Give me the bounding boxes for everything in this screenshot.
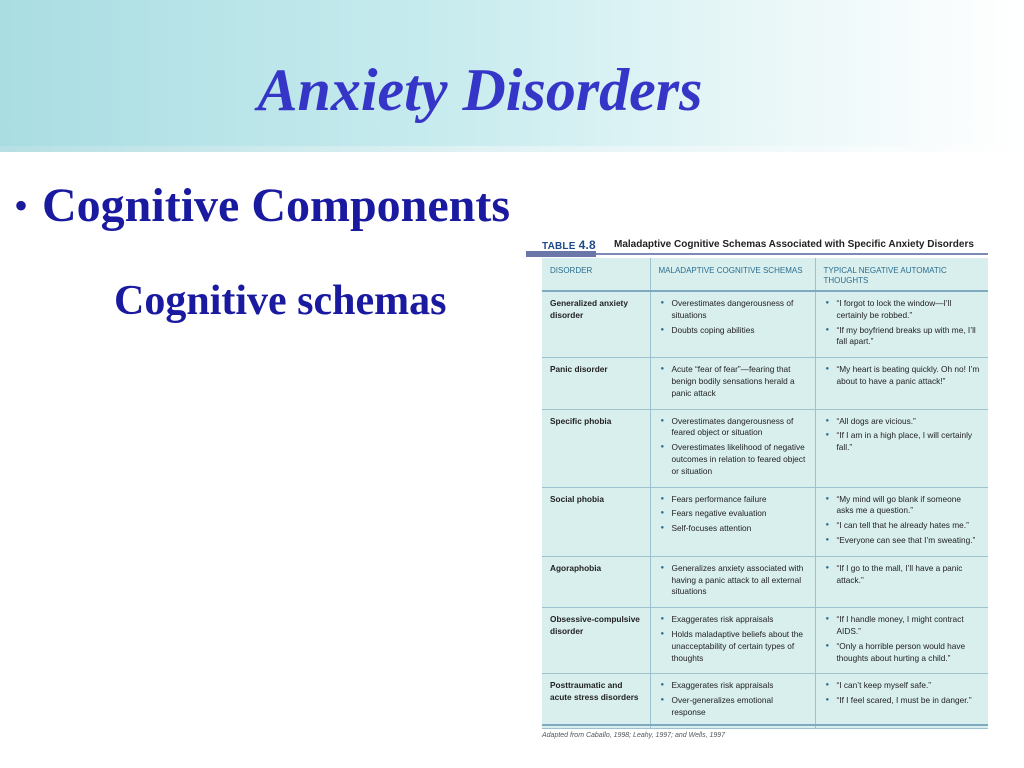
schema-item: ● Generalizes anxiety associated with having a panic attack to all external situations [659, 563, 807, 598]
schema-item: ● Exaggerates risk appraisals [659, 680, 807, 692]
schemas-list [659, 298, 807, 336]
bullet-dot-icon: • [14, 183, 29, 228]
thought-item: ● “If I feel scared, I must be in danger.” [824, 695, 981, 707]
schemas-cell [650, 291, 815, 358]
thought-item: ● “If I handle money, I might contract AIDS.” [824, 614, 981, 638]
schemas-table [542, 258, 988, 729]
table-source-note: Adapted from Caballo, 1998; Leahy, 1997; and Wells, 1997 [542, 732, 726, 739]
thoughts-cell [815, 358, 988, 409]
thoughts-list [824, 614, 981, 664]
disorder-cell: Posttraumatic and acute stress disorders [542, 674, 650, 728]
column-header: TYPICAL NEGATIVE AUTOMATIC THOUGHTS [815, 258, 988, 291]
thoughts-list [824, 416, 981, 454]
table-row [542, 608, 988, 674]
thoughts-list [824, 364, 981, 388]
table-caption: Maladaptive Cognitive Schemas Associated with Specific Anxiety Disorders [614, 239, 974, 250]
disorder-cell: Agoraphobia [542, 556, 650, 607]
schema-item: ● Overestimates dangerousness of feared object or situation [659, 416, 807, 440]
thoughts-list [824, 494, 981, 547]
subheading: Cognitive schemas [114, 278, 447, 324]
schema-item: ● Acute “fear of fear”—fearing that benign bodily sensations herald a panic attack [659, 364, 807, 399]
schemas-cell [650, 358, 815, 409]
disorder-cell: Social phobia [542, 487, 650, 556]
table-row [542, 409, 988, 487]
disorder-cell: Obsessive-compulsive disorder [542, 608, 650, 674]
schemas-cell [650, 608, 815, 674]
thoughts-list [824, 680, 981, 707]
schemas-list [659, 364, 807, 399]
table-row [542, 358, 988, 409]
schema-item: ● Overestimates likelihood of negative outcomes in relation to feared object or situation [659, 442, 807, 477]
table-body [542, 291, 988, 728]
schema-item: ● Self-focuses attention [659, 523, 807, 535]
table-row [542, 487, 988, 556]
schema-item: ● Fears performance failure [659, 494, 807, 506]
thoughts-list [824, 563, 981, 587]
column-header: DISORDER [542, 258, 650, 291]
bullet-text: Cognitive Components [42, 179, 511, 232]
table-label-number: 4.8 [578, 238, 596, 252]
thought-item: ● “I can tell that he already hates me.” [824, 520, 981, 532]
thoughts-cell [815, 291, 988, 358]
disorder-cell: Generalized anxiety disorder [542, 291, 650, 358]
disorder-cell: Specific phobia [542, 409, 650, 487]
thoughts-cell [815, 608, 988, 674]
table-bottom-rule [542, 724, 988, 726]
banner-divider [0, 146, 1024, 152]
schemas-list [659, 680, 807, 718]
table-row [542, 674, 988, 728]
thought-item: ● “All dogs are vicious.” [824, 416, 981, 428]
schema-item: ● Over-generalizes emotional response [659, 695, 807, 719]
thought-item: ● “I forgot to lock the window—I’ll certainly be robbed.” [824, 298, 981, 322]
thought-item: ● “My heart is beating quickly. Oh no! I’m about to have a panic attack!” [824, 364, 981, 388]
thought-item: ● “Only a horrible person would have thoughts about hurting a child.” [824, 641, 981, 665]
column-header: MALADAPTIVE COGNITIVE SCHEMAS [650, 258, 815, 291]
table-header [526, 236, 992, 258]
table-label-prefix: TABLE [542, 241, 576, 252]
schemas-list [659, 416, 807, 478]
table-figure [526, 236, 992, 746]
disorder-cell: Panic disorder [542, 358, 650, 409]
schemas-list [659, 494, 807, 535]
schemas-cell [650, 487, 815, 556]
table-row [542, 556, 988, 607]
table-label [542, 238, 596, 252]
schemas-cell [650, 556, 815, 607]
thoughts-cell [815, 409, 988, 487]
slide-title: Anxiety Disorders [257, 57, 703, 123]
schemas-list [659, 563, 807, 598]
thought-item: ● “I can’t keep myself safe.” [824, 680, 981, 692]
table-top-rule [596, 253, 988, 255]
thought-item: ● “Everyone can see that I’m sweating.” [824, 535, 981, 547]
bullet-item [14, 176, 510, 236]
table-header-row [542, 258, 988, 291]
thought-item: ● “My mind will go blank if someone asks me a question.” [824, 494, 981, 518]
thoughts-cell [815, 487, 988, 556]
schemas-cell [650, 409, 815, 487]
schemas-cell [650, 674, 815, 728]
table-row [542, 291, 988, 358]
thought-item: ● “If I go to the mall, I’ll have a panic attack.” [824, 563, 981, 587]
thought-item: ● “If I am in a high place, I will certainly fall.” [824, 430, 981, 454]
schema-item: ● Overestimates dangerousness of situations [659, 298, 807, 322]
thoughts-list [824, 298, 981, 348]
schema-item: ● Doubts coping abilities [659, 325, 807, 337]
thoughts-cell [815, 556, 988, 607]
schema-item: ● Holds maladaptive beliefs about the unacceptability of certain types of thoughts [659, 629, 807, 664]
schema-item: ● Exaggerates risk appraisals [659, 614, 807, 626]
thought-item: ● “If my boyfriend breaks up with me, I’ll fall apart.” [824, 325, 981, 349]
thoughts-cell [815, 674, 988, 728]
schema-item: ● Fears negative evaluation [659, 508, 807, 520]
schemas-list [659, 614, 807, 664]
